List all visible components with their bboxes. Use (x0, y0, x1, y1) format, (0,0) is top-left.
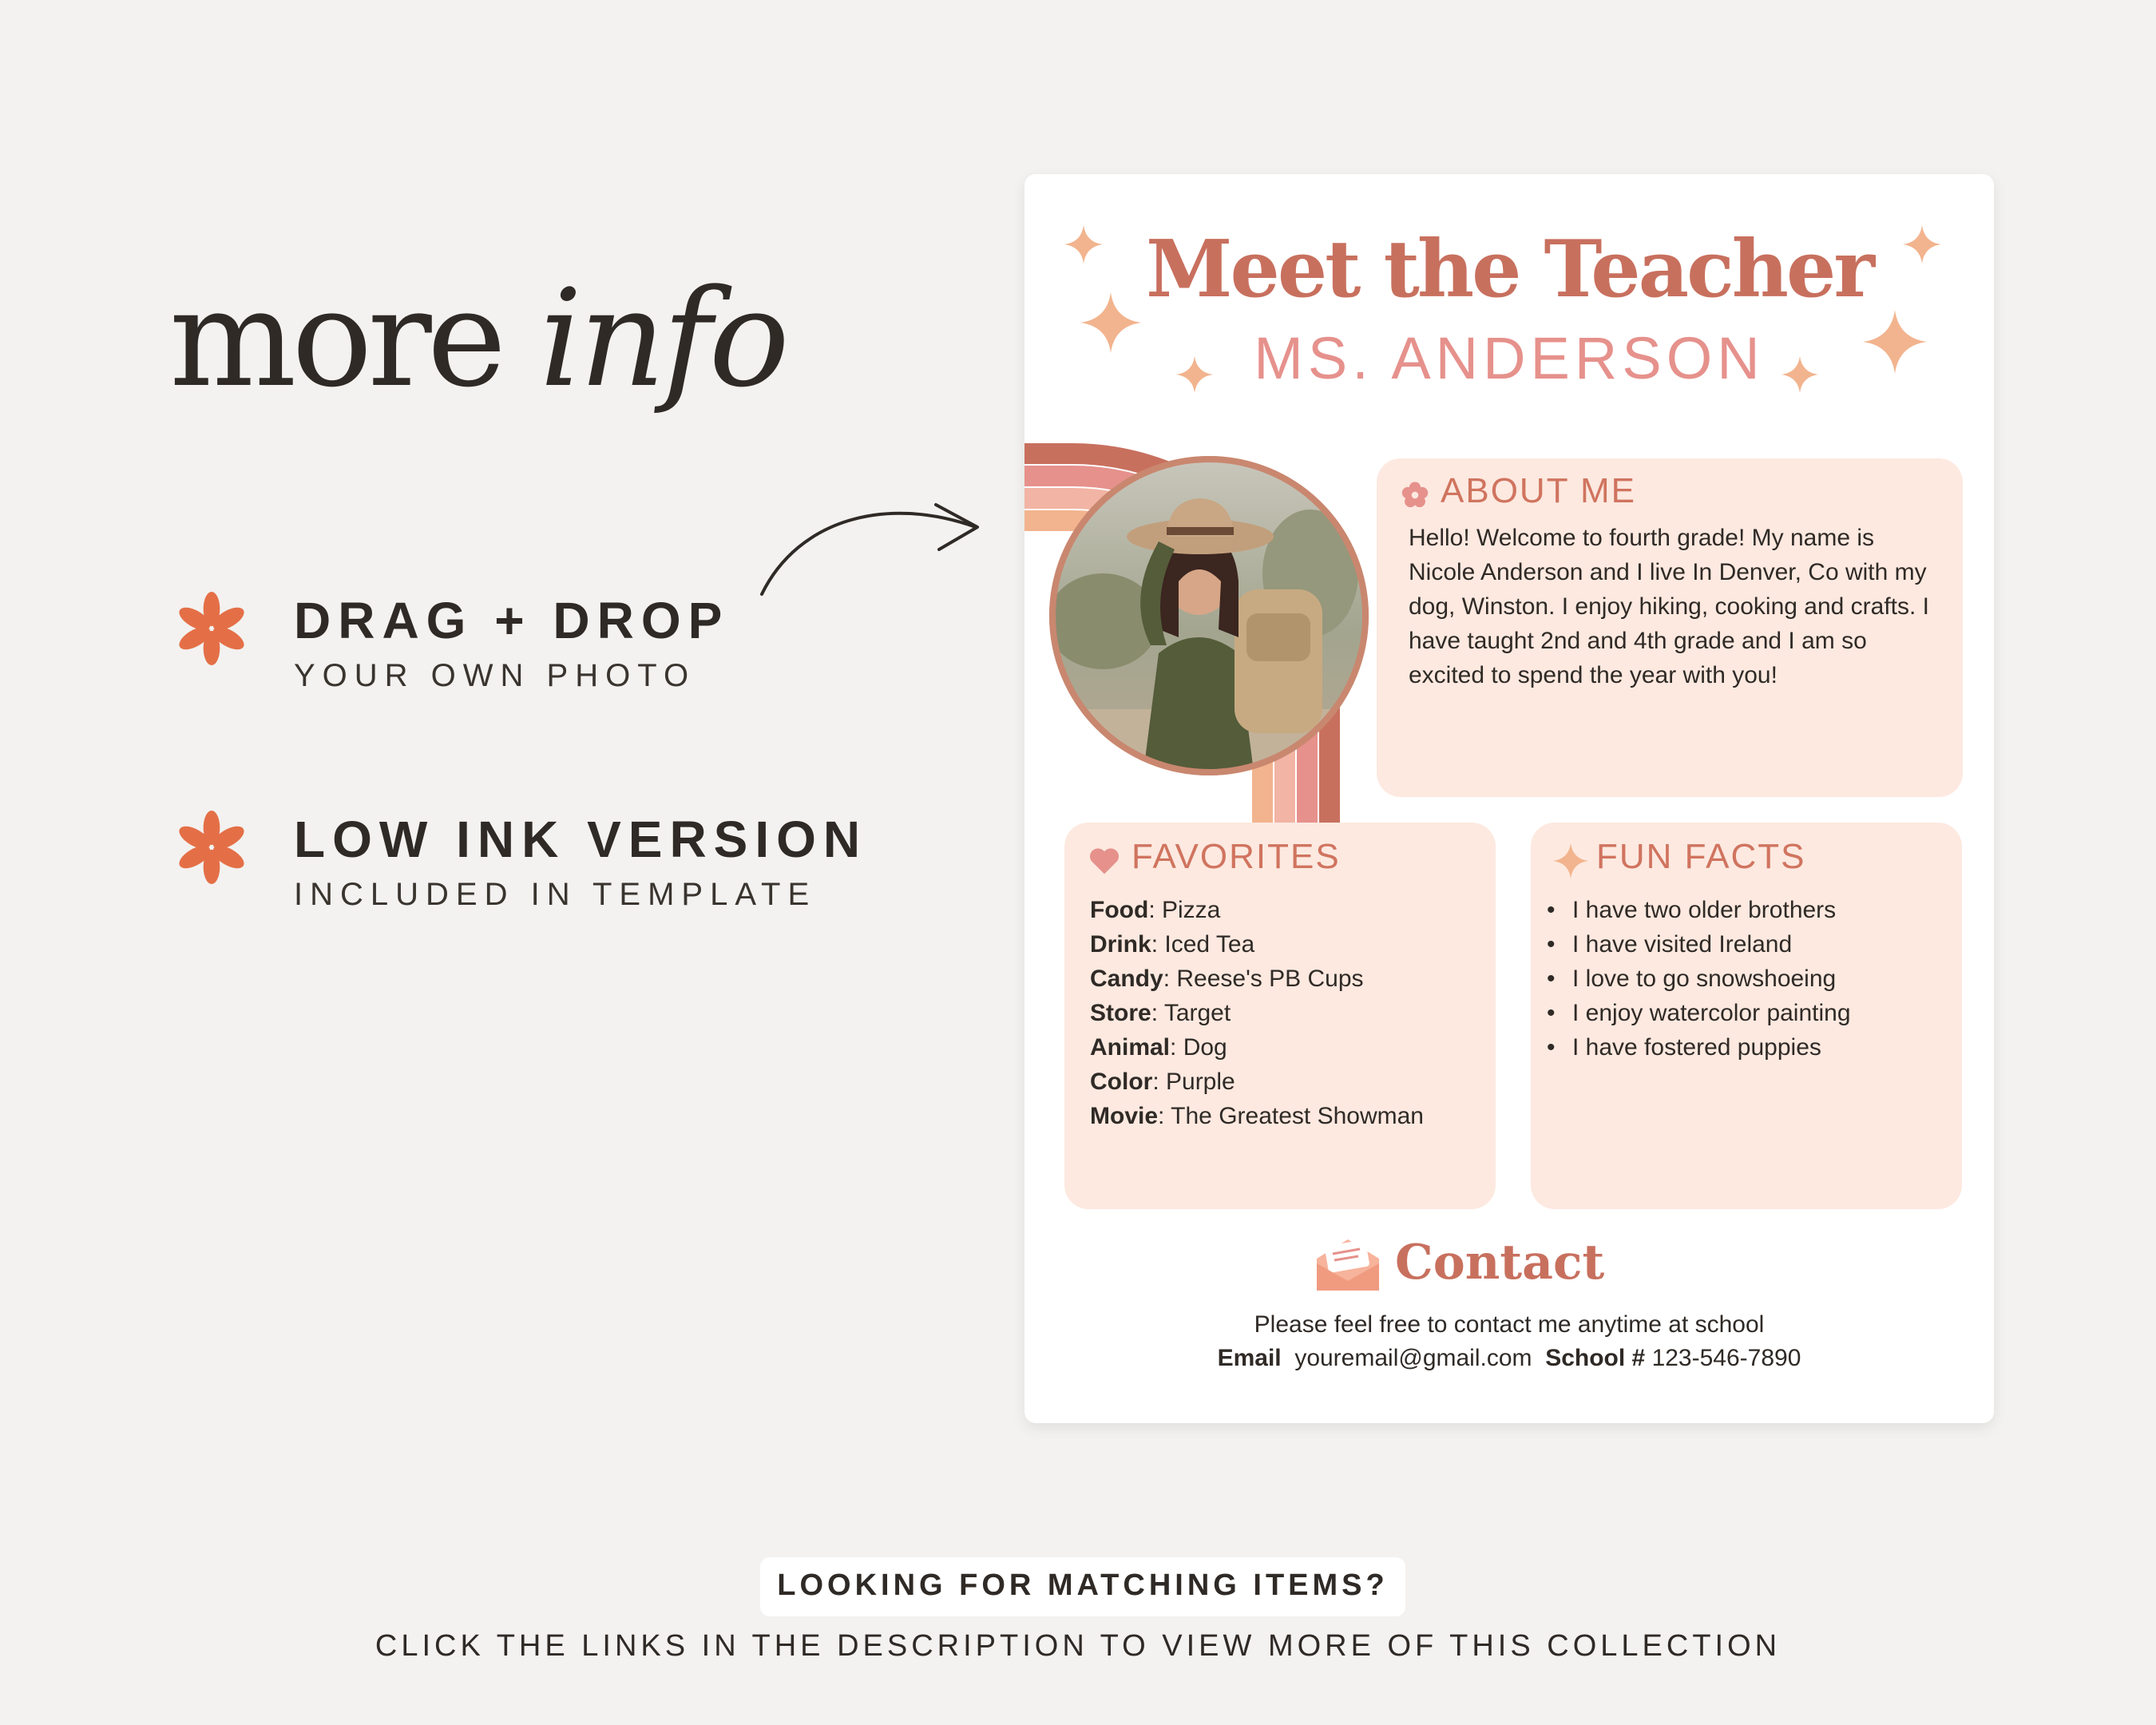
contact-details (1024, 1345, 1994, 1372)
feature-subtitle: INCLUDED IN TEMPLATE (294, 877, 817, 912)
about-me-heading: ABOUT ME (1441, 471, 1637, 510)
asterisk-icon (174, 591, 249, 666)
list-item: Animal: Dog (1090, 1034, 1227, 1061)
teacher-photo[interactable] (1047, 454, 1371, 778)
asterisk-icon (174, 810, 249, 885)
list-item: Color: Purple (1090, 1069, 1235, 1095)
fun-facts-list (1547, 893, 1851, 1065)
teacher-name: MS. ANDERSON (1254, 325, 1765, 391)
heart-icon (1088, 847, 1120, 875)
feature-title: DRAG + DROP (294, 592, 730, 649)
teacher-template-card (1024, 174, 1994, 1423)
list-item: Movie: The Greatest Showman (1090, 1103, 1424, 1129)
list-item: Drink: Iced Tea (1090, 931, 1255, 958)
email-label: Email (1217, 1345, 1282, 1371)
email-value: youremail@gmail.com (1294, 1345, 1532, 1371)
list-item: • I have fostered puppies (1547, 1030, 1851, 1065)
sparkle-icon (1553, 843, 1588, 878)
more-info-heading (169, 260, 787, 417)
list-item: • I love to go snowshoeing (1547, 962, 1851, 996)
curved-arrow-icon (751, 487, 990, 607)
card-title: Meet the Teacher (1146, 224, 1873, 315)
fun-facts-panel (1531, 823, 1962, 1209)
fun-facts-heading: FUN FACTS (1596, 837, 1806, 876)
list-item: • I have visited Ireland (1547, 927, 1851, 962)
list-item: Candy: Reese's PB Cups (1090, 966, 1364, 992)
contact-description: Please feel free to contact me anytime at school (1254, 1311, 1765, 1338)
about-me-text: Hello! Welcome to fourth grade! My name is Nicole Anderson and I live In Denver, Co with my dog, Winston. I enjoy hiking, cooking and crafts. I have taught 2nd and 4th grade and I am so excited to spend the year with you! (1409, 525, 1930, 688)
favorites-panel (1064, 823, 1496, 1209)
list-item: • I have two older brothers (1547, 893, 1851, 927)
more-info-italic: info (539, 260, 787, 417)
flower-icon (1401, 481, 1429, 510)
list-item: Food: Pizza (1090, 897, 1221, 923)
feature-subtitle: YOUR OWN PHOTO (294, 658, 696, 693)
favorites-list (1090, 893, 1424, 1133)
favorites-heading: FAVORITES (1132, 837, 1341, 876)
matching-items-text: LOOKING FOR MATCHING ITEMS? (777, 1568, 1389, 1602)
feature-title: LOW INK VERSION (294, 811, 868, 868)
about-me-panel (1377, 458, 1963, 797)
list-item: • I enjoy watercolor painting (1547, 996, 1851, 1030)
list-item: Store: Target (1090, 1000, 1231, 1026)
school-phone: 123-546-7890 (1651, 1345, 1801, 1371)
school-label: School # (1545, 1345, 1646, 1371)
contact-heading: Contact (1395, 1235, 1605, 1291)
collection-caption: CLICK THE LINKS IN THE DESCRIPTION TO VIEW MORE OF THIS COLLECTION (375, 1629, 1781, 1663)
envelope-icon (1314, 1235, 1382, 1295)
more-info-plain: more (169, 260, 502, 417)
